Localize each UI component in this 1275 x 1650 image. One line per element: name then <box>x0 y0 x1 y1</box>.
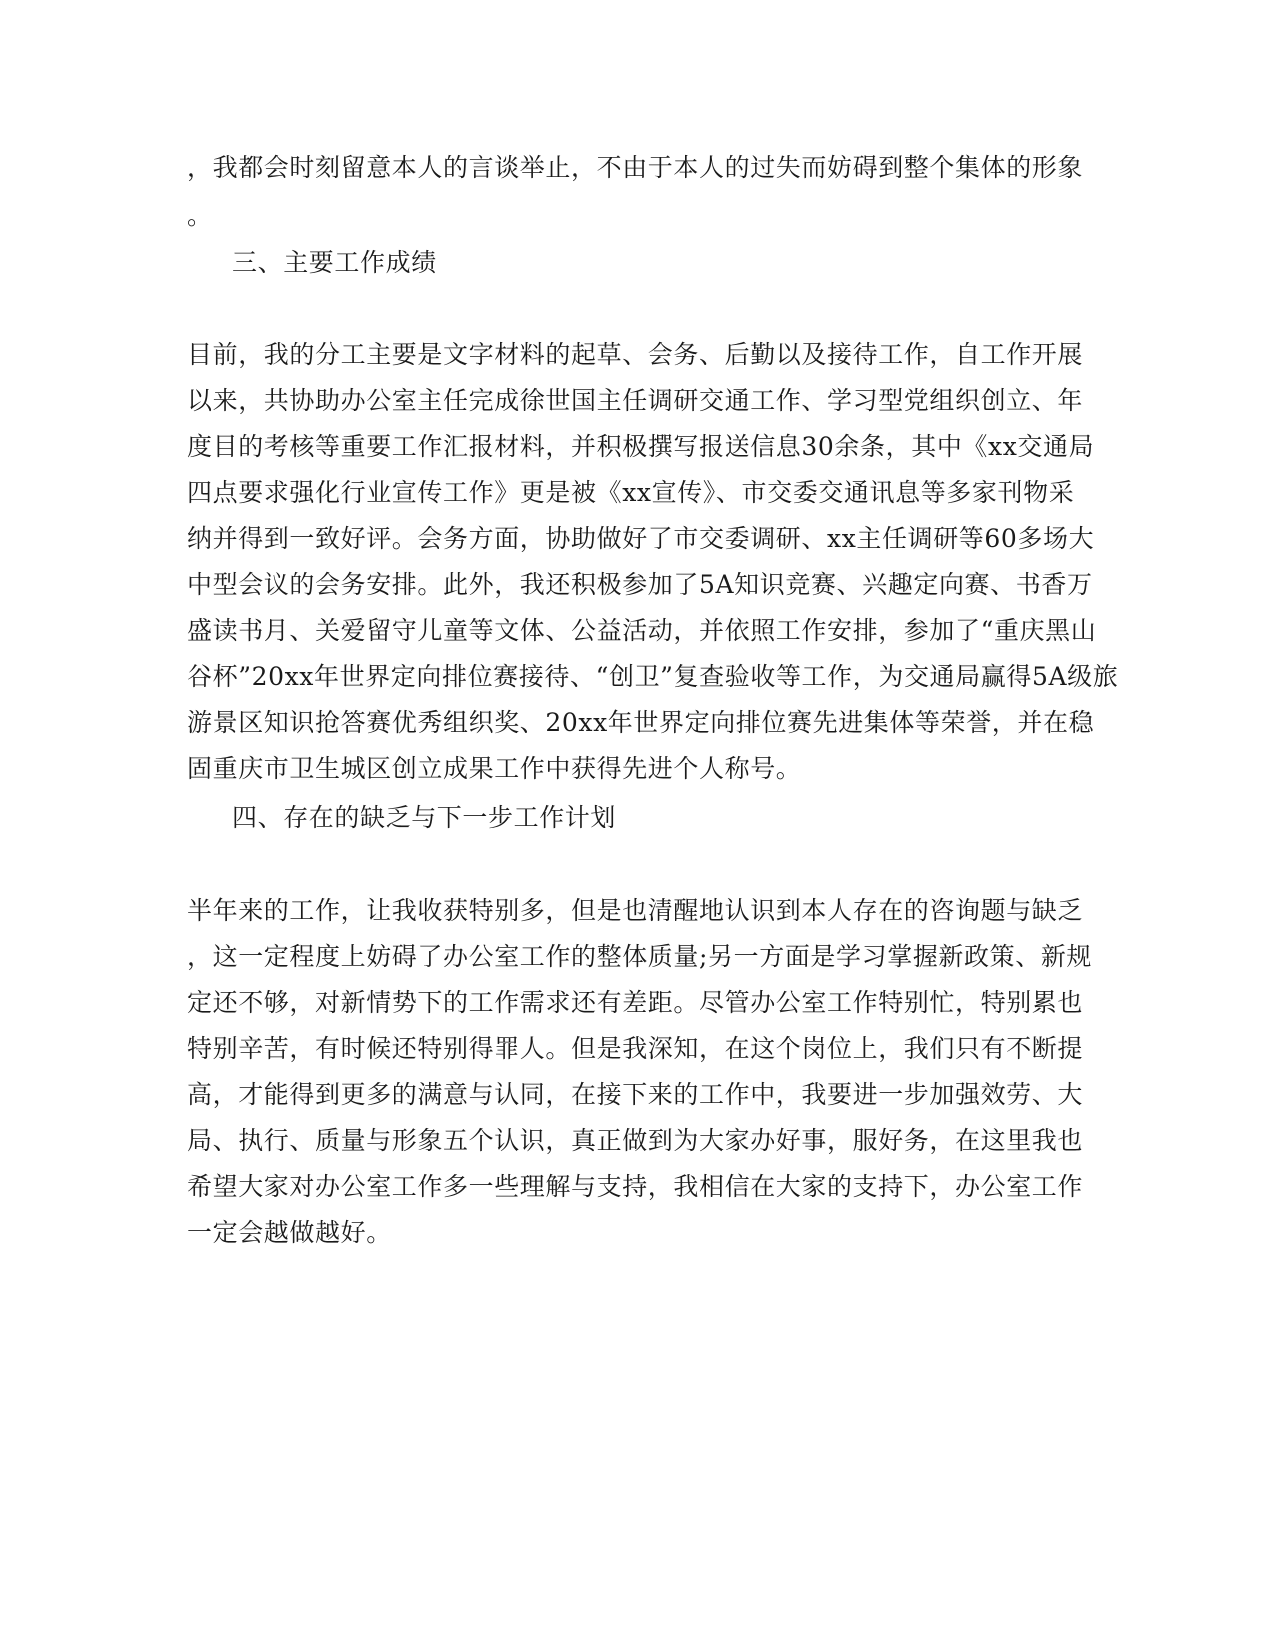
paragraph-line: 高，才能得到更多的满意与认同，在接下来的工作中，我要进一步加强效劳、大 <box>187 1080 1084 1109</box>
paragraph-line: 固重庆市卫生城区创立成果工作中获得先进个人称号。 <box>187 754 802 783</box>
paragraph-line: 谷杯”20xx年世界定向排位赛接待、“创卫”复查验收等工作，为交通局赢得5A级旅 <box>187 662 1119 691</box>
paragraph-line: 。 <box>187 201 213 230</box>
paragraph-line: 特别辛苦，有时候还特别得罪人。但是我深知，在这个岗位上，我们只有不断提 <box>187 1034 1084 1063</box>
paragraph-line: 局、执行、质量与形象五个认识，真正做到为大家办好事，服好务，在这里我也 <box>187 1126 1084 1155</box>
paragraph-line: 定还不够，对新情势下的工作需求还有差距。尽管办公室工作特别忙，特别累也 <box>187 988 1084 1017</box>
paragraph-line: 半年来的工作，让我收获特别多，但是也清醒地认识到本人存在的咨询题与缺乏 <box>187 896 1084 925</box>
section-heading: 三、主要工作成绩 <box>232 248 437 277</box>
paragraph-line: 游景区知识抢答赛优秀组织奖、20xx年世界定向排位赛先进集体等荣誉，并在稳 <box>187 708 1095 737</box>
paragraph-line: ，我都会时刻留意本人的言谈举止，不由于本人的过失而妨碍到整个集体的形象 <box>187 153 1084 182</box>
paragraph-line: 希望大家对办公室工作多一些理解与支持，我相信在大家的支持下，办公室工作 <box>187 1172 1084 1201</box>
paragraph-line: 以来，共协助办公室主任完成徐世国主任调研交通工作、学习型党组织创立、年 <box>187 386 1084 415</box>
paragraph-line: 度目的考核等重要工作汇报材料，并积极撰写报送信息30余条，其中《xx交通局 <box>187 432 1095 461</box>
paragraph-line: 一定会越做越好。 <box>187 1218 392 1247</box>
paragraph-line: 中型会议的会务安排。此外，我还积极参加了5A知识竞赛、兴趣定向赛、书香万 <box>187 570 1093 599</box>
paragraph-line: ，这一定程度上妨碍了办公室工作的整体质量;另一方面是学习掌握新政策、新规 <box>187 942 1093 971</box>
paragraph-line: 盛读书月、关爱留守儿童等文体、公益活动，并依照工作安排，参加了“重庆黑山 <box>187 616 1097 645</box>
paragraph-line: 目前，我的分工主要是文字材料的起草、会务、后勤以及接待工作，自工作开展 <box>187 340 1084 369</box>
paragraph-line: 四点要求强化行业宣传工作》更是被《xx宣传》、市交委交通讯息等多家刊物采 <box>187 478 1075 507</box>
paragraph-line: 纳并得到一致好评。会务方面，协助做好了市交委调研、xx主任调研等60多场大 <box>187 524 1095 553</box>
section-heading: 四、存在的缺乏与下一步工作计划 <box>232 803 617 832</box>
